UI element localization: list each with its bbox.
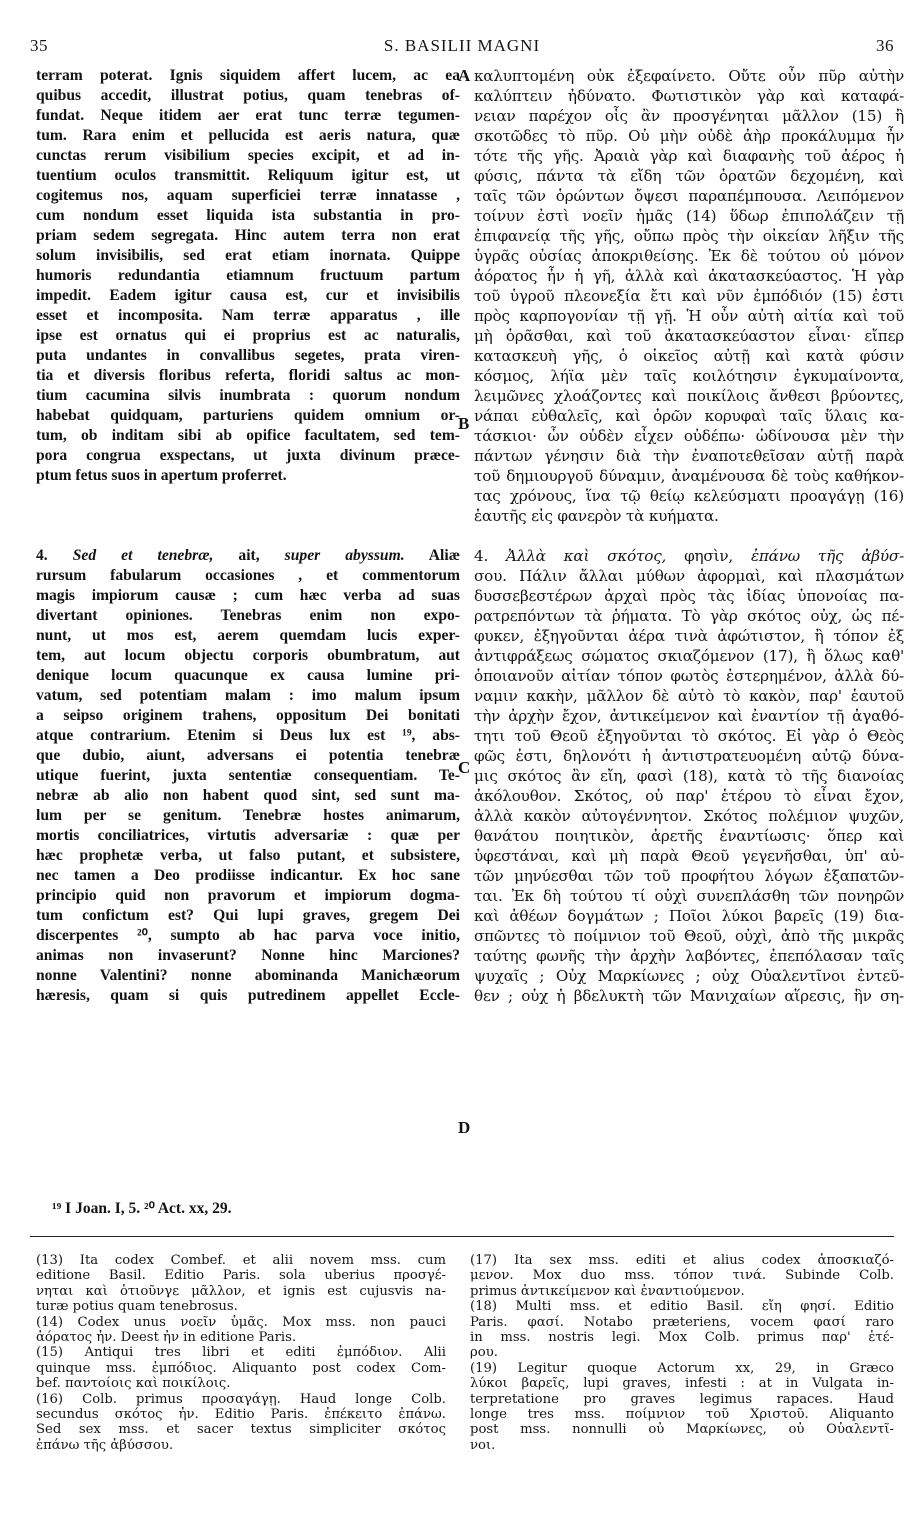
running-title: S. BASILII MAGNI <box>383 36 541 55</box>
latin-text-line: nunt, ut mos est, aerem quemdam lucis exper- <box>36 627 460 644</box>
greek-text-line: ναμιν κακὴν, μᾶλλον δὲ αὐτὸ τὸ κακὸν, παρ' ἑαυτοῦ <box>474 687 904 705</box>
greek-text-line: ἑαυτῆς εἰς φανερὸν τὰ κυήματα. <box>474 507 719 525</box>
greek-text-line: φῶς ἐστι, δηλονότι ἡ ἀντιστρατευομένη αὐτῷ δύνα- <box>474 747 904 765</box>
note-line: post mss. nonnulli οὐ Μαρκίωνες, οὐ Οὐαλεντῖ- <box>470 1422 894 1438</box>
greek-text-line: τοίνυν ἐστὶ νοεῖν ἡμᾶς (14) ὕδωρ ἐπιπολάζειν τῇ <box>474 207 904 225</box>
greek-text-line: νειαν παρέχον οἷς ἂν προσγένηται μᾶλλον (15) ἢ <box>474 107 904 125</box>
greek-text-line: θεν ; οὐχ ἡ βδελυκτὴ τῶν Μανιχαίων αἵρεσις, ἣν ση- <box>474 987 904 1005</box>
latin-text-line: terram poterat. Ignis siquidem affert lucem, ac ea <box>36 67 460 84</box>
scripture-quote: Ἀλλὰ καὶ σκότος, <box>506 547 667 565</box>
note-line: (19) Legitur quoque Actorum xx, 29, in Græco <box>470 1360 894 1376</box>
latin-text-line: a seipso originem trahens, oppositum Dei bonitati <box>36 707 460 724</box>
latin-text-line: hæresis, quam si quis putredinem appellet Eccle- <box>36 987 460 1004</box>
note-line: ἀόρατος ἦν. Deest ἦν in editione Paris. <box>36 1329 297 1345</box>
greek-text-line: νάπαι εὐθαλεῖς, καὶ ὀρῶν κορυφαὶ ταῖς ὕλαις κα- <box>474 407 904 425</box>
page-header <box>30 36 894 60</box>
scripture-quote: Sed et tenebræ, <box>72 547 214 564</box>
section-connector: ait, <box>213 547 285 564</box>
note-line: bef. παντοίοις καὶ ποικίλοις. <box>36 1376 231 1392</box>
latin-text-line: mortis conciliatrices, virtutis adversariæ : quæ per <box>36 827 460 844</box>
note-line: ρου. <box>470 1345 498 1361</box>
greek-text-line: φυκεν, ἐξηγοῦνται ἀέρα τινὰ ἀφώτιστον, ἢ τόπον ἐξ <box>474 627 904 645</box>
notes-left-column <box>36 1253 446 1453</box>
scripture-references: ¹⁹ I Joan. I, 5. ²⁰ Act. xx, 29. <box>52 1200 232 1217</box>
greek-text-line: φύσις, πάντα τὰ εἴδη τῶν ὁρατῶν δεχομένη, καὶ <box>474 167 904 185</box>
greek-text-line: ὑγρᾶς οὐσίας ἀποκριθείσης. Ἐκ δὲ τούτου οὐ μόνον <box>474 247 904 265</box>
latin-text-line: utique fuerint, juxta sententiæ consequentiam. Te- <box>36 767 460 784</box>
latin-text-line: pora congrua exspectans, ut juxta divinum præce- <box>36 447 460 464</box>
note-line: Sed sex mss. et sacer textus simpliciter σκότος <box>36 1422 446 1438</box>
greek-text-line: τητι τοῦ Θεοῦ ἐξηγοῦνται τὸ σκότος. Εἰ γὰρ ὁ Θεὸς <box>474 727 904 745</box>
latin-text-line: tum, ob inditam sibi ab opifice facultatem, sed tem- <box>36 427 460 444</box>
latin-text-line: quibus accedit, illustrat potius, quam tenebras of- <box>36 87 460 104</box>
latin-text-line: cunctas rerum visibilium species excipit, et ad in- <box>36 147 460 164</box>
greek-text-line: κατασκευὴ γῆς, ὁ οἰκεῖος αὐτῇ καὶ κατὰ φύσιν <box>474 347 904 365</box>
greek-text-line: τὴν ἀρχὴν ἔχον, ἀντικείμενον καὶ ἐναντίον τῇ ἀγαθό- <box>474 707 904 725</box>
note-line: editione Basil. Editio Paris. sola uberius προσγέ- <box>36 1268 446 1284</box>
latin-text-line: tum. Rara enim et pellucida est aeris natura, quæ <box>36 127 460 144</box>
latin-text-line: solum invisibilis, sed erat etiam inornata. Quippe <box>36 247 460 264</box>
note-line: (18) Multi mss. et editio Basil. εἴη φησί. Editio <box>470 1299 894 1315</box>
note-line: primus ἀντικείμενον καὶ ἐναντιούμενον. <box>470 1283 745 1299</box>
latin-text-line: tum confictum est? Qui lupi graves, gregem Dei <box>36 907 460 924</box>
latin-text-line: hæc prophetæ verba, ut falso putant, et subsistere, <box>36 847 460 864</box>
section-connector: φησὶν, <box>666 547 751 565</box>
greek-text-line: καλύπτειν ἠδύνατο. Φωτιστικὸν γὰρ καὶ καταφά- <box>474 87 904 105</box>
note-line: longe tres mss. ποίμνιον τοῦ Χριστοῦ. Aliquanto <box>470 1406 894 1422</box>
latin-text-line: nonne Valentini? nonne abominanda Manichæorum <box>36 967 460 984</box>
latin-text-line: habebat quidquam, parturiens quidem omnium or- <box>36 407 460 424</box>
note-line: (15) Antiqui tres libri et editi ἐμπόδιον. Alii <box>36 1345 446 1361</box>
page-number-left: 35 <box>30 36 48 55</box>
greek-text-line: λειμῶνες χλοάζοντες καὶ ποικίλοις ἄνθεσι βρύοντες, <box>474 387 904 405</box>
latin-text-line: puta undantes in convallibus segetes, prata viren- <box>36 347 460 364</box>
greek-text-line: ται. Ἐκ δὴ τούτου τί οὐχὶ συνεπλάσθη τῶν πονηρῶν <box>474 887 904 905</box>
latin-text-line: lum per se genitum. Tenebræ hostes animarum, <box>36 807 460 824</box>
note-line: turæ potius quam tenebrosus. <box>36 1299 238 1315</box>
latin-text-line: tium cacumina silvis inumbrata : quorum nondum <box>36 387 460 404</box>
latin-text-line: rursum fabularum occasiones , et commentorum <box>36 567 460 584</box>
greek-section-heading <box>474 546 904 566</box>
greek-text-line: ψυχαῖς ; Οὐχ Μαρκίωνες ; οὐχ Οὐαλεντῖνοι ἐντεῦ- <box>474 967 904 985</box>
note-line: (16) Colb. primus προσαγάγῃ. Haud longe Colb. <box>36 1391 446 1407</box>
latin-text-line: vatum, sed potentiam malam : imo malum ipsum <box>36 687 460 704</box>
note-line: λύκοι βαρεῖς, lupi graves, infesti : at in Vulgata in- <box>470 1376 894 1392</box>
latin-text-line: denique locum quacunque ex causa lumine pri- <box>36 667 460 684</box>
note-line: quinque mss. ἐμπόδιος. Aliquanto post codex Com- <box>36 1360 446 1376</box>
greek-text-line: ἐπιφανείᾳ τῆς γῆς, οὔπω πρὸς τὴν οἰκείαν λῆξιν τῆς <box>474 227 904 245</box>
footnote-divider <box>30 1236 894 1237</box>
latin-text-line: nec tamen a Deo prodiisse indicantur. Ex hoc sane <box>36 867 460 884</box>
note-line: νοι. <box>470 1437 496 1453</box>
section-marker-c: C <box>458 758 471 777</box>
paragraph-gap <box>36 486 460 546</box>
latin-text-line: cum nondum esset liquida ista substantia in pro- <box>36 207 460 224</box>
latin-text-line: humoris redundantia etiamnum fructuum partum <box>36 267 460 284</box>
note-line: (13) Ita codex Combef. et alii novem mss. cum <box>36 1253 446 1268</box>
latin-text-line: ptum fetus suos in apertum proferret. <box>36 467 287 484</box>
section-number: 4. <box>474 547 507 565</box>
section-marker-d: D <box>458 1118 471 1137</box>
section-marker-a: A <box>458 66 471 85</box>
scripture-quote: super abyssum. <box>284 547 405 564</box>
latin-text-line: principio quid non pravorum et impiorum dogma- <box>36 887 460 904</box>
scripture-quote: ἐπάνω τῆς ἀβύσ- <box>750 547 904 565</box>
note-line: (17) Ita sex mss. editi et alius codex ἀποσκιαζό- <box>470 1253 894 1268</box>
latin-text-line: magis impiorum causæ ; cum hæc verba ad suas <box>36 587 460 604</box>
note-line: in mss. nostris legi. Mox Colb. primus παρ' ἑτέ- <box>470 1329 894 1345</box>
page-number-right: 36 <box>876 36 894 55</box>
latin-text-line: que dubio, aiunt, adversans ei potentia tenebræ <box>36 747 460 764</box>
greek-text-line: σκοτῶδες τὸ πῦρ. Οὐ μὴν οὐδὲ ἀὴρ προκάλυμμα ἦν <box>474 127 904 145</box>
paragraph-gap <box>474 526 904 546</box>
greek-text-line: ἀόρατος ἦν ἡ γῆ, ἀλλὰ καὶ ἀκατασκεύαστος. Ἡ γὰρ <box>474 267 904 285</box>
latin-text-line: impedit. Eadem igitur causa est, cur et invisibilis <box>36 287 460 304</box>
note-line: terpretatione pro graves legimus rapaces. Haud <box>470 1391 894 1407</box>
greek-text-line: τάσκιοι· ὧν οὐδὲν εἶχεν οὐδέπω· ὠδίνουσα μὲν τὴν <box>474 427 904 445</box>
latin-text-line: fundat. Neque itidem aer erat tunc terræ tegumen- <box>36 107 460 124</box>
greek-text-line: θανάτου ποιητικὸν, ἀρετῆς ἐναντίωσις· ὅπερ καὶ <box>474 827 904 845</box>
note-line: secundus σκότος ἦν. Editio Paris. ἐπέκειτο ἐπάνω. <box>36 1406 446 1422</box>
latin-text-line: esset et incomposita. Nam terræ apparatus , ille <box>36 307 460 324</box>
note-line: (14) Codex unus νοεῖν ὑμᾶς. Mox mss. non pauci <box>36 1314 446 1330</box>
greek-text-line: δυσσεβεστέρων ἀρχαὶ πρὸς τὰς ἰδίας ὑπονοίας πα- <box>474 587 904 605</box>
greek-text-line: τότε τῆς γῆς. Ἀραιὰ γὰρ καὶ διαφανὴς τοῦ ἀέρος ἡ <box>474 147 904 165</box>
greek-text-line: ἀντιφράξεως σώματος σκιαζόμενον (17), ἢ ὅλως καθ' <box>474 647 904 665</box>
latin-text-line: discerpentes ²⁰, sumpto ab hac parva voce initio, <box>36 927 460 944</box>
greek-text-line: ὁποιανοῦν αἰτίαν τόπον φωτὸς ἐστερημένον, ἀλλὰ δύ- <box>474 667 904 685</box>
greek-text-line: ὑφεστάναι, καὶ μὴ παρὰ Θεοῦ γεγενῆσθαι, ὑπ' αὐ- <box>474 847 904 865</box>
latin-text-line: animas non invaserunt? Nonne hinc Marciones? <box>36 947 460 964</box>
latin-column <box>36 66 460 1006</box>
greek-text-line: κόσμος, λήϊα μὲν ταῖς κοιλότησιν ἐγκυμαίνοντα, <box>474 367 904 385</box>
greek-text-line: μὴ ὁρᾶσθαι, καὶ τοῦ ἀκατασκεύαστον εἶναι· εἴπερ <box>474 327 904 345</box>
greek-text-line: μις σκότος ἂν εἴη, φασὶ (18), κατὰ τὸ τῆς διανοίας <box>474 767 904 785</box>
greek-text-line: σου. Πάλιν ἄλλαι μύθων ἀφορμαὶ, καὶ πλασμάτων <box>474 567 904 585</box>
greek-text-line: ἀλλὰ κακὸν αὐτογέννητον. Σκότος πολέμιον ψυχῶν, <box>474 807 904 825</box>
greek-text-line: ρατρεπόντων τὰ ῥήματα. Τὸ γὰρ σκότος οὐχ, ὡς πέ- <box>474 607 904 625</box>
section-connector: Aliæ <box>404 547 460 564</box>
greek-text-line: τοῦ δημιουργοῦ δύναμιν, ἀναμένουσα δὲ τοὺς καθήκον- <box>474 467 904 485</box>
note-line: Paris. φασί. Notabo præteriens, vocem φασί raro <box>470 1314 894 1330</box>
note-line: νηται καὶ ὁτιοῦνγε μᾶλλον, et ignis est cujusvis na- <box>36 1283 446 1299</box>
latin-text-line: cogitemus nos, aquam superficiei terræ innatasse , <box>36 187 460 204</box>
section-number: 4. <box>36 547 73 564</box>
latin-text-line: atque contrarium. Etenim si Deus lux est ¹⁹, abs- <box>36 727 460 744</box>
latin-text-line: tem, aut locum objectu corporis obumbratum, aut <box>36 647 460 664</box>
greek-text-line: ταῖς τῶν ὁρώντων ὄψεσι παραπέμπουσα. Λειπόμενον <box>474 187 904 205</box>
latin-text-line: ipse est ornatus qui ei proprius est ac naturalis, <box>36 327 460 344</box>
note-line: ἐπάνω τῆς ἀβύσσου. <box>36 1437 174 1453</box>
section-marker-b: B <box>458 414 470 433</box>
latin-text-line: divertant opiniones. Tenebras enim non expo- <box>36 607 460 624</box>
latin-text-line: priam sedem segregata. Hinc autem terra non erat <box>36 227 460 244</box>
latin-text-line: tia et diversis floribus referta, floridi saltus ac mon- <box>36 367 460 384</box>
latin-section-heading <box>36 546 460 566</box>
notes-right-column <box>470 1253 894 1453</box>
greek-text-line: τῶν μηνύεσθαι τῶν τοῦ προφήτου λόγων ἐξαπατῶν- <box>474 867 904 885</box>
greek-text-line: καλυπτομένη οὐκ ἐξεφαίνετο. Οὔτε οὖν πῦρ αὐτὴν <box>474 67 904 85</box>
greek-text-line: καὶ ἀθέων δογμάτων ; Ποῖοι λύκοι βαρεῖς (19) δια- <box>474 907 904 925</box>
greek-text-line: τας χρόνους, ἵνα τῷ θείῳ κελεύσματι προαγάγῃ (16) <box>474 487 904 505</box>
greek-text-line: πρὸς καρπογονίαν τῇ γῇ. Ἡ οὖν αὐτὴ αἰτία καὶ τοῦ <box>474 307 904 325</box>
greek-column <box>474 66 904 1006</box>
greek-text-line: τοῦ ὑγροῦ πλεονεξία ἔτι καὶ νῦν ἐμπόδιόν (15) ἐστι <box>474 287 904 305</box>
greek-text-line: πάντων γένησιν διὰ τὴν ἐναποτεθεῖσαν αὐτῇ παρὰ <box>474 447 904 465</box>
latin-text-line: nebræ ab alio non habent quod sint, sed sunt ma- <box>36 787 460 804</box>
greek-text-line: σπῶντες τὸ ποίμνιον τοῦ Θεοῦ, οὐχὶ, ἀπὸ τῆς μικρᾶς <box>474 927 904 945</box>
greek-text-line: ἀκόλουθον. Σκότος, οὐ παρ' ἑτέρου τὸ εἶναι ἔχον, <box>474 787 904 805</box>
note-line: μενον. Mox duo mss. τόπον τινά. Subinde Colb. <box>470 1268 894 1284</box>
latin-text-line: tuentium oculos transmittit. Reliquum igitur est, ut <box>36 167 460 184</box>
greek-text-line: ταύτης φωνῆς τὴν ἀρχὴν λαβόντες, ἐπεπόλασαν ταῖς <box>474 947 904 965</box>
